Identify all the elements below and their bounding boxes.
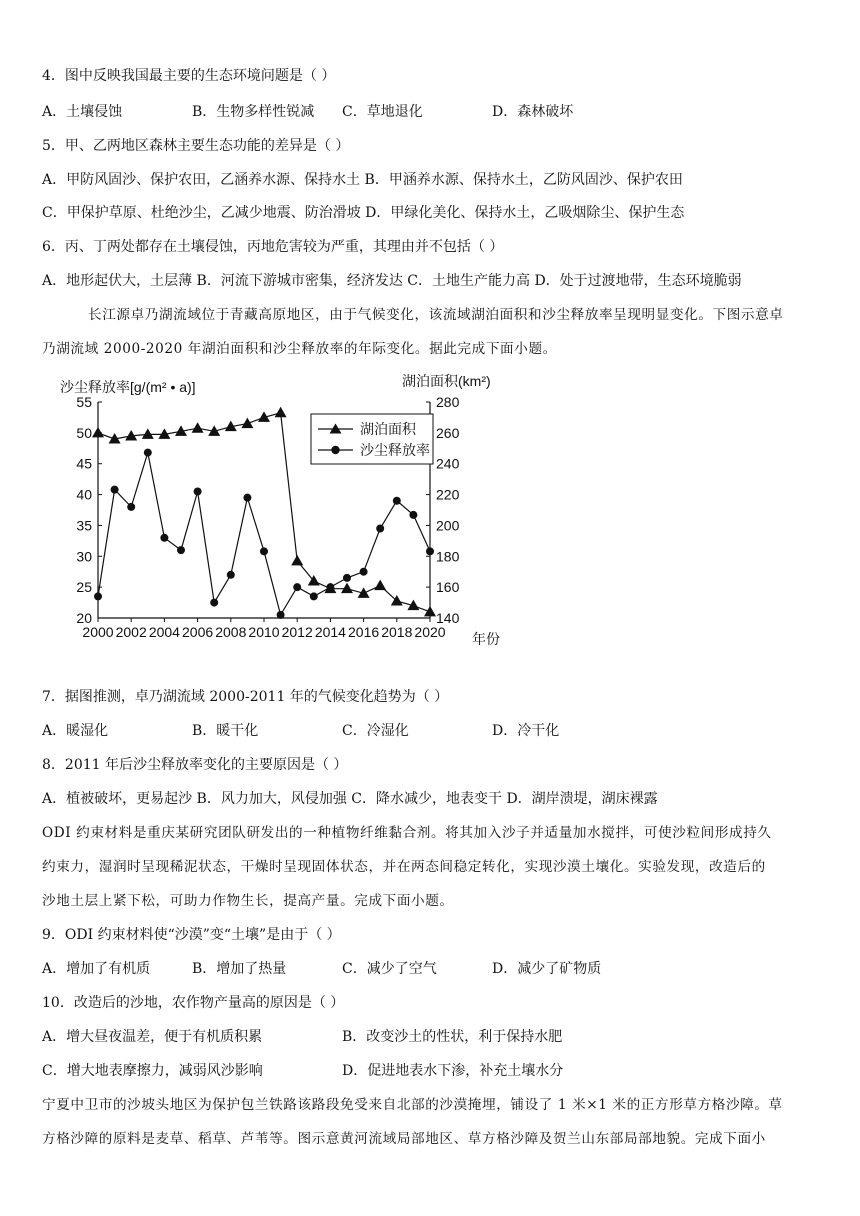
lake-area-point xyxy=(275,407,287,418)
question-4-option-c: C．草地退化 xyxy=(342,104,423,120)
lake-area-point xyxy=(192,422,204,433)
right-axis-tick-label: 160 xyxy=(436,579,460,596)
dust-rate-point xyxy=(343,574,351,582)
dust-rate-point xyxy=(127,503,135,511)
right-axis-tick-label: 260 xyxy=(436,424,460,441)
passage-2-line-1: ODI 约束材料是重庆某研究团队研发出的一种植物纤维黏合剂。将其加入沙子并适量加水搅拌，可使沙粒间形成持久 xyxy=(42,825,772,841)
question-5-stem: 5．甲、乙两地区森林主要生态功能的差异是（ ） xyxy=(42,138,350,154)
x-axis-tick-label: 2010 xyxy=(248,624,280,640)
dust-rate-point xyxy=(426,547,434,555)
left-axis-tick-label: 30 xyxy=(76,548,92,565)
dust-rate-point xyxy=(409,511,417,519)
question-10-stem: 10．改造后的沙地，农作物产量高的原因是（ ） xyxy=(42,995,345,1011)
legend-circle-marker xyxy=(331,446,339,454)
right-axis-tick-label: 220 xyxy=(436,486,460,503)
x-axis-tick-label: 2012 xyxy=(281,624,313,640)
question-9-stem: 9．ODI 约束材料使“沙漠”变“土壤”是由于（ ） xyxy=(42,927,341,943)
question-4-stem: 4．图中反映我国最主要的生态环境问题是（ ） xyxy=(42,68,336,84)
lake-area-point xyxy=(291,555,303,566)
lake-area-point xyxy=(424,606,436,617)
left-axis-tick-label: 20 xyxy=(76,610,92,626)
right-axis-tick-label: 200 xyxy=(436,517,460,534)
left-axis-tick-label: 55 xyxy=(76,394,92,410)
dust-rate-point xyxy=(94,592,102,600)
right-axis-label: 湖泊面积(km²) xyxy=(402,373,491,389)
dust-rate-point xyxy=(293,583,301,591)
question-9-option-a: A．增加了有机质 xyxy=(42,961,151,977)
question-7-option-c: C．冷湿化 xyxy=(342,723,409,739)
question-5-options-line-2: C．甲保护草原、杜绝沙尘，乙减少地震、防治滑坡 D．甲绿化美化、保持水土，乙吸烟除尘、保护生态 xyxy=(42,205,685,221)
left-axis-label: 沙尘释放率[g/(m² • a)] xyxy=(60,379,196,395)
passage-2-line-2: 约束力，湿润时呈现稀泥状态，干燥时呈现固体状态，并在两态间稳定转化，实现沙漠土壤化。实验发现，改造后的 xyxy=(42,859,766,875)
question-7-option-b: B．暖干化 xyxy=(192,723,259,739)
passage-1-line-1: 长江源卓乃湖流域位于青藏高原地区，由于气候变化，该流域湖泊面积和沙尘释放率呈现明显变化。下图示意卓 xyxy=(88,307,784,323)
left-axis-tick-label: 50 xyxy=(76,424,92,441)
dust-rate-point xyxy=(111,486,119,494)
lake-area-point xyxy=(341,583,353,594)
question-7-option-a: A．暖湿化 xyxy=(42,723,109,739)
question-8-options-line-1: A．植被破坏，更易起沙 B．风力加大，风侵加强 C．降水减少，地表变干 D．湖岸溃堤，湖床裸露 xyxy=(42,791,658,807)
question-10-option-d: D．促进地表水下渗，补充土壤水分 xyxy=(342,1063,564,1079)
right-axis-tick-label: 280 xyxy=(436,394,460,410)
question-10-option-c: C．增大地表摩擦力，减弱风沙影响 xyxy=(42,1063,263,1079)
dust-rate-point xyxy=(144,449,152,457)
dust-rate-point xyxy=(194,487,202,495)
x-axis-tick-label: 2008 xyxy=(215,624,247,640)
left-axis-tick-label: 35 xyxy=(76,517,92,534)
legend-label-dust-rate: 沙尘释放率 xyxy=(360,442,430,458)
passage-1-line-2: 乃湖流域 2000-2020 年湖泊面积和沙尘释放率的年际变化。据此完成下面小题。 xyxy=(42,341,557,357)
x-axis-tick-label: 2014 xyxy=(314,624,346,640)
right-axis-tick-label: 240 xyxy=(436,455,460,472)
dust-rate-line xyxy=(98,453,430,615)
x-axis-tick-label: 2020 xyxy=(414,624,446,640)
question-9-option-b: B．增加了热量 xyxy=(192,961,287,977)
x-axis-tick-label: 2006 xyxy=(182,624,214,640)
question-10-option-b: B．改变沙土的性状，利于保持水肥 xyxy=(342,1029,563,1045)
question-4-option-a: A．土壤侵蚀 xyxy=(42,104,123,120)
question-5-options-line-1: A．甲防风固沙、保护农田，乙涵养水源、保持水土 B．甲涵养水源、保持水土，乙防风固沙、保护农田 xyxy=(42,172,683,188)
lake-area-point xyxy=(92,427,104,438)
left-axis-tick-label: 40 xyxy=(76,486,92,503)
question-4-option-b: B．生物多样性锐减 xyxy=(192,104,315,120)
right-axis-tick-label: 140 xyxy=(436,610,460,626)
lake-area-point xyxy=(142,428,154,439)
lake-area-point xyxy=(241,418,253,429)
chart-legend xyxy=(311,414,433,464)
x-axis-label: 年份 xyxy=(472,631,500,647)
left-axis-tick-label: 45 xyxy=(76,455,92,472)
dust-rate-point xyxy=(393,497,401,505)
dust-rate-point xyxy=(277,611,285,619)
question-7-stem: 7．据图推测，卓乃湖流域 2000-2011 年的气候变化趋势为（ ） xyxy=(42,689,449,705)
x-axis-tick-label: 2018 xyxy=(381,624,413,640)
passage-2-line-3: 沙地土层上紧下松，可助力作物生长，提高产量。完成下面小题。 xyxy=(42,893,454,909)
x-axis-tick-label: 2000 xyxy=(82,624,114,640)
dust-rate-point xyxy=(243,494,251,502)
passage-3-line-2: 方格沙障的原料是麦草、稻草、芦苇等。图示意黄河流域局部地区、草方格沙障及贺兰山东部局部地貌。完成下面小 xyxy=(42,1131,766,1147)
question-9-option-d: D．减少了矿物质 xyxy=(492,961,602,977)
dust-rate-point xyxy=(376,525,384,533)
question-10-option-a: A．增大昼夜温差，便于有机质积累 xyxy=(42,1029,263,1045)
right-axis-tick-label: 180 xyxy=(436,548,460,565)
question-7-option-d: D．冷干化 xyxy=(492,723,560,739)
dust-rate-point xyxy=(227,571,235,579)
passage-3-line-1: 宁夏中卫市的沙坡头地区为保护包兰铁路该路段免受来自北部的沙漠掩埋，铺设了 1 米×1 米的正方形草方格沙障。草 xyxy=(42,1097,783,1113)
x-axis-tick-label: 2002 xyxy=(115,624,147,640)
x-axis-tick-label: 2004 xyxy=(148,624,180,640)
dust-rate-point xyxy=(210,599,218,607)
lake-area-dust-release-chart xyxy=(46,364,516,664)
dust-rate-point xyxy=(326,583,334,591)
left-axis-tick-label: 25 xyxy=(76,579,92,596)
x-axis-tick-label: 2016 xyxy=(348,624,380,640)
question-9-option-c: C．减少了空气 xyxy=(342,961,437,977)
question-6-options-line-1: A．地形起伏大，土层薄 B．河流下游城市密集，经济发达 C．土地生产能力高 D．处于过渡地带，生态环境脆弱 xyxy=(42,273,742,289)
dust-rate-point xyxy=(360,568,368,576)
dust-rate-point xyxy=(310,592,318,600)
question-6-stem: 6．丙、丁两处都存在土壤侵蚀，丙地危害较为严重，其理由并不包括（ ） xyxy=(42,239,504,255)
lake-area-point xyxy=(374,580,386,591)
dust-rate-point xyxy=(260,547,268,555)
dust-rate-point xyxy=(160,534,168,542)
question-4-option-d: D．森林破坏 xyxy=(492,104,574,120)
question-8-stem: 8．2011 年后沙尘释放率变化的主要原因是（ ） xyxy=(42,757,348,773)
legend-label-lake-area: 湖泊面积 xyxy=(360,421,416,437)
dust-rate-point xyxy=(177,546,185,554)
